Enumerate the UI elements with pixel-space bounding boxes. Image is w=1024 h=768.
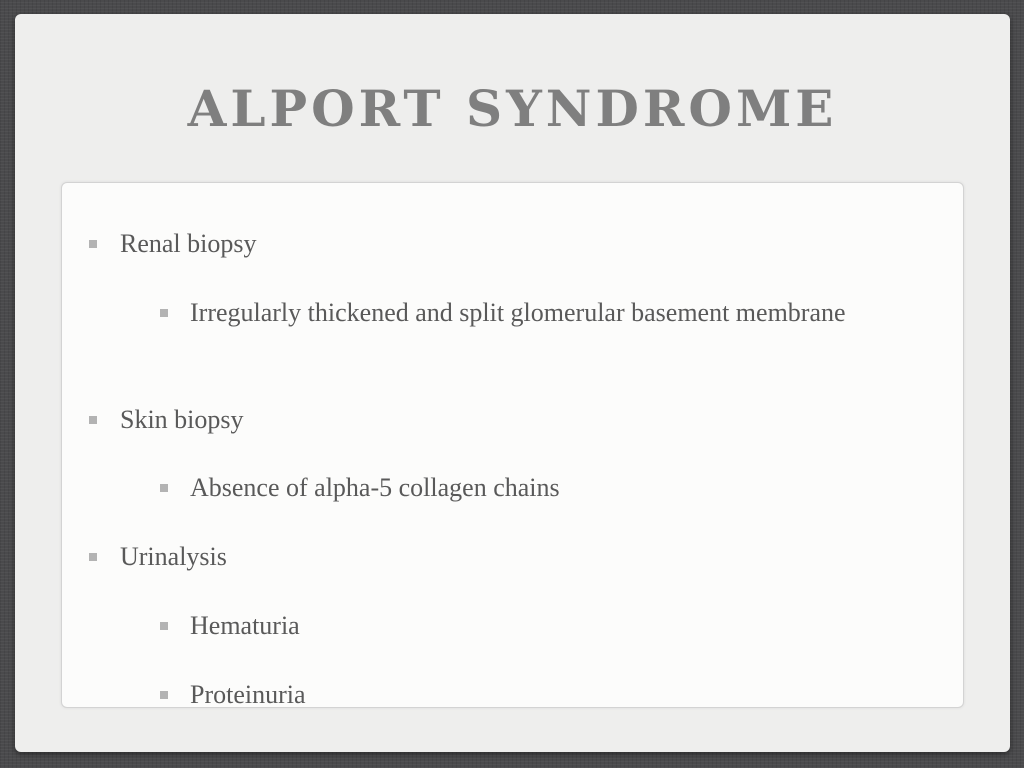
bullet-item-skin-biopsy: Skin biopsy <box>120 405 244 434</box>
bullet-icon <box>89 240 97 248</box>
bullet-icon <box>160 691 168 699</box>
bullet-item-hematuria: Hematuria <box>190 611 300 640</box>
bullet-item-proteinuria: Proteinuria <box>190 680 306 709</box>
bullet-icon <box>160 484 168 492</box>
bullet-icon <box>89 416 97 424</box>
bullet-icon <box>160 622 168 630</box>
bullet-item-alpha5: Absence of alpha-5 collagen chains <box>190 473 560 502</box>
bullet-icon <box>89 553 97 561</box>
slide-title: ALPORT SYNDROME <box>187 79 838 138</box>
slide <box>15 14 1010 752</box>
bullet-item-renal-biopsy: Renal biopsy <box>120 229 257 258</box>
bullet-item-urinalysis: Urinalysis <box>120 542 227 571</box>
content-box <box>61 182 964 708</box>
bullet-item-gbm: Irregularly thickened and split glomerular basement membrane <box>190 298 846 327</box>
bullet-icon <box>160 309 168 317</box>
